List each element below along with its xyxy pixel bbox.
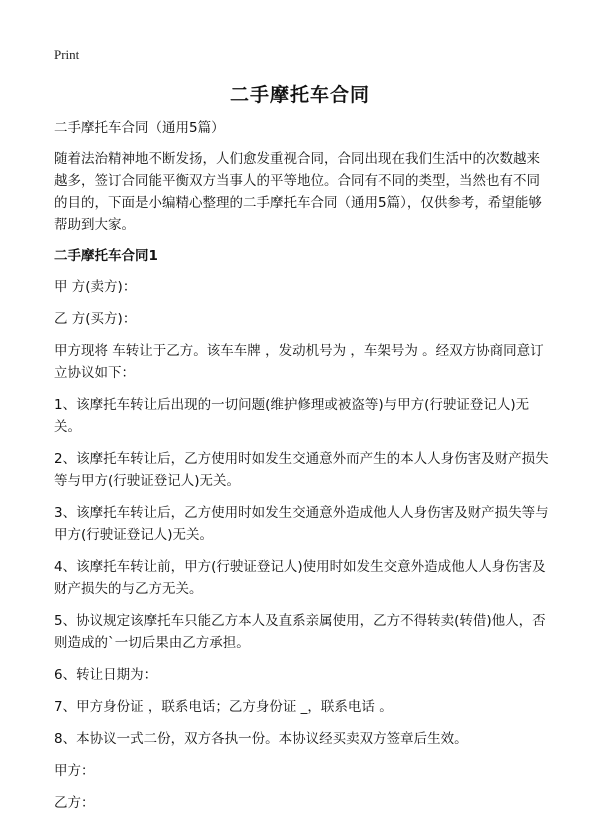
clause-2: 2、该摩托车转让后，乙方使用时如发生交通意外而产生的本人人身伤害及财产损失等与甲方(行驶证登记人)无关。 [54,451,549,489]
document-title: 二手摩托车合同 [229,84,370,106]
clause-6: 6、转让日期为： [54,667,158,683]
document-subtitle: 二手摩托车合同（通用5篇） [54,120,225,136]
party-a-line: 甲 方(卖方)： [54,279,137,295]
transfer-paragraph: 甲方现将 车转让于乙方。该车车牌 ，发动机号为 ，车架号为 。经双方协商同意订立协议如下： [54,343,544,381]
clause-8: 8、本协议一式二份，双方各执一份。本协议经买卖双方签章后生效。 [54,731,468,747]
clause-1: 1、该摩托车转让后出现的一切问题(维护修理或被盗等)与甲方(行驶证登记人)无关。 [54,397,530,435]
print-link[interactable]: Print [54,47,80,62]
signature-party-b: 乙方： [54,795,95,811]
signature-party-a: 甲方： [54,763,95,779]
party-b-line: 乙 方(买方)： [54,311,137,327]
clause-7: 7、甲方身份证 ，联系电话；乙方身份证 _，联系电话 。 [54,699,393,715]
document-body [54,117,549,824]
clause-4: 4、该摩托车转让前，甲方(行驶证登记人)使用时如发生交意外造成他人人身伤害及财产损失的与乙方无关。 [54,559,546,597]
section-heading: 二手摩托车合同1 [54,248,158,264]
clause-5: 5、协议规定该摩托车只能乙方本人及直系亲属使用，乙方不得转卖(转借)他人，否则造成的`一切后果由乙方承担。 [54,613,546,651]
clause-3: 3、该摩托车转让后，乙方使用时如发生交通意外造成他人人身伤害及财产损失等与甲方(行驶证登记人)无关。 [54,505,549,543]
intro-paragraph: 随着法治精神地不断发扬，人们愈发重视合同，合同出现在我们生活中的次数越来越多，签订合同能平衡双方当事人的平等地位。合同有不同的类型，当然也有不同的目的，下面是小编精心整理的二手摩托车合同（通用5篇），仅供参考，希望能够帮助到大家。 [54,151,542,233]
